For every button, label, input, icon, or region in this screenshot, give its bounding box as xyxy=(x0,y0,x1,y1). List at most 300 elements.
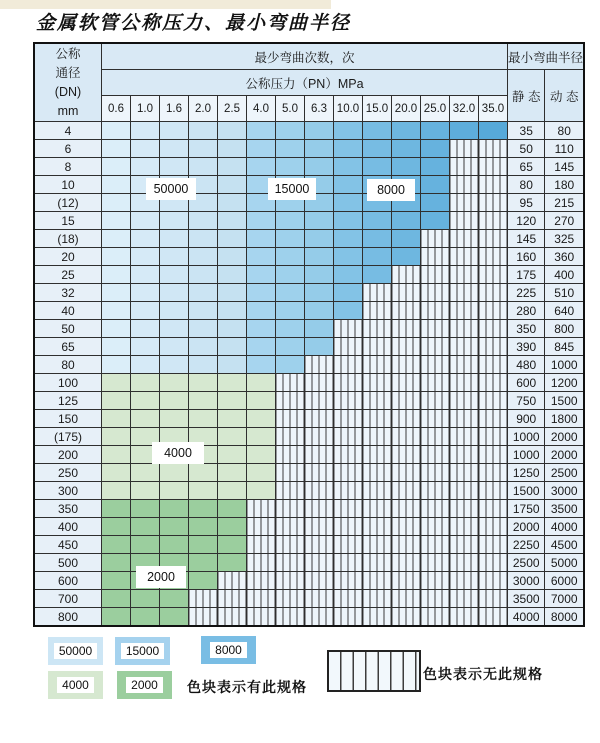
no-spec-hatched-cell xyxy=(247,518,276,536)
spec-available-cell xyxy=(392,122,421,140)
legend-has-spec-note: 色块表示有此规格 xyxy=(187,679,307,695)
spec-available-cell xyxy=(247,284,276,302)
spec-available-cell xyxy=(392,230,421,248)
spec-available-cell xyxy=(160,590,189,608)
spec-available-cell xyxy=(218,554,247,572)
spec-available-cell xyxy=(189,122,218,140)
no-spec-hatched-cell xyxy=(334,590,363,608)
table-row xyxy=(34,230,584,248)
spec-available-cell xyxy=(102,572,131,590)
spec-available-cell xyxy=(218,176,247,194)
dn-cell: 15 xyxy=(34,212,102,230)
static-radius-cell: 3000 xyxy=(508,572,545,590)
spec-available-cell xyxy=(421,194,450,212)
static-radius-cell: 2250 xyxy=(508,536,545,554)
no-spec-hatched-cell xyxy=(450,464,479,482)
no-spec-hatched-cell xyxy=(305,518,334,536)
no-spec-hatched-cell xyxy=(421,590,450,608)
static-radius-cell: 225 xyxy=(508,284,545,302)
no-spec-hatched-cell xyxy=(450,482,479,500)
no-spec-hatched-cell xyxy=(479,248,508,266)
spec-available-cell xyxy=(218,230,247,248)
dynamic-radius-cell: 6000 xyxy=(545,572,584,590)
table-row xyxy=(34,302,584,320)
no-spec-hatched-cell xyxy=(363,338,392,356)
dn-header-cell xyxy=(34,43,102,122)
no-spec-hatched-cell xyxy=(479,230,508,248)
no-spec-hatched-cell xyxy=(479,536,508,554)
spec-available-cell xyxy=(247,158,276,176)
spec-available-cell xyxy=(131,464,160,482)
no-spec-hatched-cell xyxy=(305,608,334,627)
dn-cell: 800 xyxy=(34,608,102,627)
dn-cell: 400 xyxy=(34,518,102,536)
spec-available-cell xyxy=(218,284,247,302)
no-spec-hatched-cell xyxy=(479,554,508,572)
dn-cell: 100 xyxy=(34,374,102,392)
static-radius-cell: 280 xyxy=(508,302,545,320)
static-radius-cell: 95 xyxy=(508,194,545,212)
table-row xyxy=(34,338,584,356)
spec-available-cell xyxy=(305,248,334,266)
table-row xyxy=(34,248,584,266)
spec-available-cell xyxy=(189,230,218,248)
dn-cell: 600 xyxy=(34,572,102,590)
dynamic-radius-cell: 110 xyxy=(545,140,584,158)
dynamic-radius-cell: 360 xyxy=(545,248,584,266)
no-spec-hatched-cell xyxy=(392,410,421,428)
no-spec-hatched-cell xyxy=(450,572,479,590)
spec-available-cell xyxy=(131,590,160,608)
no-spec-hatched-cell xyxy=(392,374,421,392)
spec-available-cell xyxy=(160,158,189,176)
spec-available-cell xyxy=(276,338,305,356)
spec-available-cell xyxy=(363,122,392,140)
no-spec-hatched-cell xyxy=(421,464,450,482)
spec-available-cell xyxy=(160,320,189,338)
spec-available-cell xyxy=(102,194,131,212)
spec-available-cell xyxy=(276,320,305,338)
no-spec-hatched-cell xyxy=(392,590,421,608)
dynamic-radius-cell: 4000 xyxy=(545,518,584,536)
spec-available-cell xyxy=(102,410,131,428)
table-row xyxy=(34,266,584,284)
zone-label-50000: 50000 xyxy=(146,178,196,200)
no-spec-hatched-cell xyxy=(450,410,479,428)
spec-available-cell xyxy=(247,212,276,230)
table-row xyxy=(34,590,584,608)
spec-available-cell xyxy=(305,302,334,320)
dynamic-radius-cell: 400 xyxy=(545,266,584,284)
no-spec-hatched-cell xyxy=(276,428,305,446)
static-radius-cell: 750 xyxy=(508,392,545,410)
legend-swatch-2000 xyxy=(117,671,172,699)
no-spec-hatched-cell xyxy=(363,464,392,482)
no-spec-hatched-cell xyxy=(421,446,450,464)
table-row xyxy=(34,500,584,518)
spec-available-cell xyxy=(160,374,189,392)
no-spec-hatched-cell xyxy=(276,590,305,608)
spec-available-cell xyxy=(102,302,131,320)
static-radius-cell: 1000 xyxy=(508,428,545,446)
dn-cell: 20 xyxy=(34,248,102,266)
table-row xyxy=(34,518,584,536)
spec-available-cell xyxy=(102,248,131,266)
pressure-col-header: 4.0 xyxy=(247,96,276,122)
spec-available-cell xyxy=(189,140,218,158)
spec-available-cell xyxy=(218,536,247,554)
no-spec-hatched-cell xyxy=(450,608,479,627)
no-spec-hatched-cell xyxy=(276,410,305,428)
no-spec-hatched-cell xyxy=(479,500,508,518)
no-spec-hatched-cell xyxy=(392,482,421,500)
spec-available-cell xyxy=(102,500,131,518)
no-spec-hatched-cell xyxy=(305,446,334,464)
legend-swatch-15000 xyxy=(115,637,170,665)
dn-cell: 700 xyxy=(34,590,102,608)
static-radius-cell: 35 xyxy=(508,122,545,140)
no-spec-hatched-cell xyxy=(421,302,450,320)
spec-available-cell xyxy=(160,248,189,266)
dynamic-radius-cell: 270 xyxy=(545,212,584,230)
static-radius-cell: 1750 xyxy=(508,500,545,518)
spec-available-cell xyxy=(218,464,247,482)
spec-available-cell xyxy=(189,212,218,230)
no-spec-hatched-cell xyxy=(363,428,392,446)
no-spec-hatched-cell xyxy=(247,554,276,572)
no-spec-hatched-cell xyxy=(334,554,363,572)
table-row xyxy=(34,374,584,392)
dn-cell: 125 xyxy=(34,392,102,410)
no-spec-hatched-cell xyxy=(218,608,247,627)
no-spec-hatched-cell xyxy=(421,374,450,392)
spec-available-cell xyxy=(247,266,276,284)
no-spec-hatched-cell xyxy=(247,608,276,627)
no-spec-hatched-cell xyxy=(450,248,479,266)
spec-available-cell xyxy=(276,248,305,266)
dn-cell: (12) xyxy=(34,194,102,212)
spec-available-cell xyxy=(305,266,334,284)
no-spec-hatched-cell xyxy=(450,428,479,446)
spec-available-cell xyxy=(421,158,450,176)
spec-available-cell xyxy=(247,140,276,158)
no-spec-hatched-cell xyxy=(392,284,421,302)
spec-available-cell xyxy=(218,320,247,338)
spec-available-cell xyxy=(247,338,276,356)
no-spec-hatched-cell xyxy=(479,158,508,176)
no-spec-hatched-cell xyxy=(479,356,508,374)
spec-available-cell xyxy=(102,554,131,572)
spec-available-cell xyxy=(131,320,160,338)
static-radius-cell: 1000 xyxy=(508,446,545,464)
no-spec-hatched-cell xyxy=(305,410,334,428)
spec-available-cell xyxy=(218,410,247,428)
spec-available-cell xyxy=(392,158,421,176)
static-radius-cell: 65 xyxy=(508,158,545,176)
table-row xyxy=(34,482,584,500)
dn-cell: 4 xyxy=(34,122,102,140)
dynamic-radius-cell: 215 xyxy=(545,194,584,212)
spec-available-cell xyxy=(102,158,131,176)
no-spec-hatched-cell xyxy=(450,338,479,356)
spec-available-cell xyxy=(131,518,160,536)
no-spec-hatched-cell xyxy=(305,590,334,608)
no-spec-hatched-cell xyxy=(363,608,392,627)
spec-available-cell xyxy=(334,248,363,266)
table-row xyxy=(34,446,584,464)
table-row xyxy=(34,140,584,158)
static-radius-cell: 480 xyxy=(508,356,545,374)
no-spec-hatched-cell xyxy=(218,572,247,590)
no-spec-hatched-cell xyxy=(421,338,450,356)
dn-cell: 8 xyxy=(34,158,102,176)
no-spec-hatched-cell xyxy=(450,212,479,230)
pressure-col-header: 15.0 xyxy=(363,96,392,122)
spec-available-cell xyxy=(363,140,392,158)
static-radius-cell: 4000 xyxy=(508,608,545,627)
no-spec-hatched-cell xyxy=(479,338,508,356)
legend-swatch-label: 4000 xyxy=(57,677,94,693)
no-spec-hatched-cell xyxy=(276,572,305,590)
spec-available-cell xyxy=(247,122,276,140)
no-spec-hatched-cell xyxy=(479,572,508,590)
dn-cell: 80 xyxy=(34,356,102,374)
no-spec-hatched-cell xyxy=(392,608,421,627)
no-spec-hatched-cell xyxy=(276,554,305,572)
dn-cell: 200 xyxy=(34,446,102,464)
spec-available-cell xyxy=(102,266,131,284)
spec-table-header xyxy=(34,43,584,122)
no-spec-hatched-cell xyxy=(421,518,450,536)
spec-available-cell xyxy=(218,158,247,176)
no-spec-hatched-cell xyxy=(392,320,421,338)
no-spec-hatched-cell xyxy=(392,464,421,482)
no-spec-hatched-cell xyxy=(450,194,479,212)
spec-available-cell xyxy=(276,140,305,158)
dynamic-radius-cell: 80 xyxy=(545,122,584,140)
pressure-col-header: 20.0 xyxy=(392,96,421,122)
static-radius-cell: 80 xyxy=(508,176,545,194)
pressure-col-header: 6.3 xyxy=(305,96,334,122)
spec-available-cell xyxy=(160,140,189,158)
legend-swatch-4000 xyxy=(48,671,103,699)
no-spec-hatched-cell xyxy=(421,356,450,374)
no-spec-hatched-cell xyxy=(450,230,479,248)
dn-cell: 250 xyxy=(34,464,102,482)
spec-available-cell xyxy=(160,212,189,230)
dynamic-radius-cell: 800 xyxy=(545,320,584,338)
no-spec-hatched-cell xyxy=(334,338,363,356)
spec-available-cell xyxy=(131,122,160,140)
page-title: 金属软管公称压力、最小弯曲半径 xyxy=(36,13,352,34)
no-spec-hatched-cell xyxy=(363,356,392,374)
table-row xyxy=(34,536,584,554)
no-spec-hatched-cell xyxy=(334,320,363,338)
no-spec-hatched-cell xyxy=(450,392,479,410)
spec-available-cell xyxy=(276,212,305,230)
dynamic-radius-cell: 5000 xyxy=(545,554,584,572)
no-spec-hatched-cell xyxy=(334,374,363,392)
no-spec-hatched-cell xyxy=(392,500,421,518)
no-spec-hatched-cell xyxy=(450,356,479,374)
no-spec-hatched-cell xyxy=(479,464,508,482)
spec-available-cell xyxy=(247,482,276,500)
no-spec-hatched-cell xyxy=(363,392,392,410)
dn-cell: 300 xyxy=(34,482,102,500)
no-spec-hatched-cell xyxy=(305,392,334,410)
spec-available-cell xyxy=(479,122,508,140)
table-row xyxy=(34,554,584,572)
spec-available-cell xyxy=(218,446,247,464)
no-spec-hatched-cell xyxy=(305,500,334,518)
spec-available-cell xyxy=(189,338,218,356)
spec-available-cell xyxy=(334,302,363,320)
no-spec-hatched-cell xyxy=(305,554,334,572)
no-spec-hatched-cell xyxy=(305,428,334,446)
no-spec-hatched-cell xyxy=(392,338,421,356)
no-spec-hatched-cell xyxy=(479,194,508,212)
dynamic-radius-cell: 1500 xyxy=(545,392,584,410)
dn-header-line: mm xyxy=(57,103,79,118)
static-radius-cell: 390 xyxy=(508,338,545,356)
no-spec-hatched-cell xyxy=(421,428,450,446)
no-spec-hatched-cell xyxy=(392,266,421,284)
spec-available-cell xyxy=(160,284,189,302)
spec-available-cell xyxy=(102,482,131,500)
no-spec-hatched-cell xyxy=(276,500,305,518)
table-row xyxy=(34,392,584,410)
spec-available-cell xyxy=(102,536,131,554)
legend-hatch-swatch xyxy=(327,650,421,692)
spec-available-cell xyxy=(131,158,160,176)
zone-label-8000: 8000 xyxy=(367,179,415,201)
no-spec-hatched-cell xyxy=(334,464,363,482)
legend-swatch-8000 xyxy=(201,636,256,664)
dn-cell: 50 xyxy=(34,320,102,338)
spec-available-cell xyxy=(363,266,392,284)
no-spec-hatched-cell xyxy=(479,392,508,410)
legend-swatch-label: 50000 xyxy=(54,643,97,659)
no-spec-hatched-cell xyxy=(392,392,421,410)
static-radius-cell: 2000 xyxy=(508,518,545,536)
radius-header: 最小弯曲半径 xyxy=(508,43,585,70)
table-row xyxy=(34,158,584,176)
spec-available-cell xyxy=(160,518,189,536)
spec-available-cell xyxy=(189,302,218,320)
spec-available-cell xyxy=(131,302,160,320)
spec-available-cell xyxy=(102,176,131,194)
no-spec-hatched-cell xyxy=(479,446,508,464)
bend-count-header: 最少弯曲次数，次 xyxy=(102,43,508,70)
no-spec-hatched-cell xyxy=(276,392,305,410)
no-spec-hatched-cell xyxy=(276,374,305,392)
pressure-col-header: 35.0 xyxy=(479,96,508,122)
spec-available-cell xyxy=(131,230,160,248)
no-spec-hatched-cell xyxy=(363,518,392,536)
zone-label-4000: 4000 xyxy=(152,442,204,464)
no-spec-hatched-cell xyxy=(392,428,421,446)
no-spec-hatched-cell xyxy=(392,302,421,320)
static-radius-cell: 900 xyxy=(508,410,545,428)
spec-available-cell xyxy=(131,482,160,500)
no-spec-hatched-cell xyxy=(276,608,305,627)
spec-available-cell xyxy=(102,212,131,230)
dynamic-radius-cell: 145 xyxy=(545,158,584,176)
dynamic-radius-cell: 325 xyxy=(545,230,584,248)
spec-available-cell xyxy=(276,302,305,320)
dynamic-radius-cell: 180 xyxy=(545,176,584,194)
no-spec-hatched-cell xyxy=(305,482,334,500)
spec-available-cell xyxy=(421,140,450,158)
static-radius-cell: 2500 xyxy=(508,554,545,572)
dynamic-radius-cell: 8000 xyxy=(545,608,584,627)
spec-table xyxy=(33,42,585,627)
spec-available-cell xyxy=(218,248,247,266)
table-row xyxy=(34,428,584,446)
no-spec-hatched-cell xyxy=(334,482,363,500)
spec-available-cell xyxy=(189,482,218,500)
no-spec-hatched-cell xyxy=(450,302,479,320)
spec-available-cell xyxy=(218,482,247,500)
spec-available-cell xyxy=(305,122,334,140)
no-spec-hatched-cell xyxy=(421,392,450,410)
spec-available-cell xyxy=(334,194,363,212)
pressure-col-header: 5.0 xyxy=(276,96,305,122)
spec-available-cell xyxy=(247,356,276,374)
no-spec-hatched-cell xyxy=(305,464,334,482)
no-spec-hatched-cell xyxy=(421,410,450,428)
spec-available-cell xyxy=(189,554,218,572)
dn-cell: (175) xyxy=(34,428,102,446)
no-spec-hatched-cell xyxy=(479,482,508,500)
spec-available-cell xyxy=(247,302,276,320)
no-spec-hatched-cell xyxy=(479,140,508,158)
spec-available-cell xyxy=(189,410,218,428)
dynamic-radius-cell: 2000 xyxy=(545,428,584,446)
spec-available-cell xyxy=(247,428,276,446)
spec-available-cell xyxy=(160,338,189,356)
spec-available-cell xyxy=(160,356,189,374)
spec-available-cell xyxy=(305,338,334,356)
spec-available-cell xyxy=(334,230,363,248)
static-radius-cell: 600 xyxy=(508,374,545,392)
dynamic-radius-cell: 3500 xyxy=(545,500,584,518)
spec-available-cell xyxy=(131,392,160,410)
no-spec-hatched-cell xyxy=(421,230,450,248)
static-radius-cell: 350 xyxy=(508,320,545,338)
no-spec-hatched-cell xyxy=(334,410,363,428)
no-spec-hatched-cell xyxy=(189,590,218,608)
spec-available-cell xyxy=(334,140,363,158)
spec-available-cell xyxy=(189,536,218,554)
no-spec-hatched-cell xyxy=(363,410,392,428)
legend-swatch-50000 xyxy=(48,637,103,665)
table-row xyxy=(34,410,584,428)
no-spec-hatched-cell xyxy=(392,554,421,572)
legend-no-spec-note: 色块表示无此规格 xyxy=(423,666,543,682)
spec-available-cell xyxy=(218,140,247,158)
no-spec-hatched-cell xyxy=(363,536,392,554)
static-radius-cell: 175 xyxy=(508,266,545,284)
static-radius-cell: 145 xyxy=(508,230,545,248)
pressure-col-header: 2.0 xyxy=(189,96,218,122)
spec-available-cell xyxy=(160,482,189,500)
spec-available-cell xyxy=(218,392,247,410)
spec-available-cell xyxy=(276,284,305,302)
static-radius-cell: 120 xyxy=(508,212,545,230)
no-spec-hatched-cell xyxy=(247,590,276,608)
no-spec-hatched-cell xyxy=(276,518,305,536)
